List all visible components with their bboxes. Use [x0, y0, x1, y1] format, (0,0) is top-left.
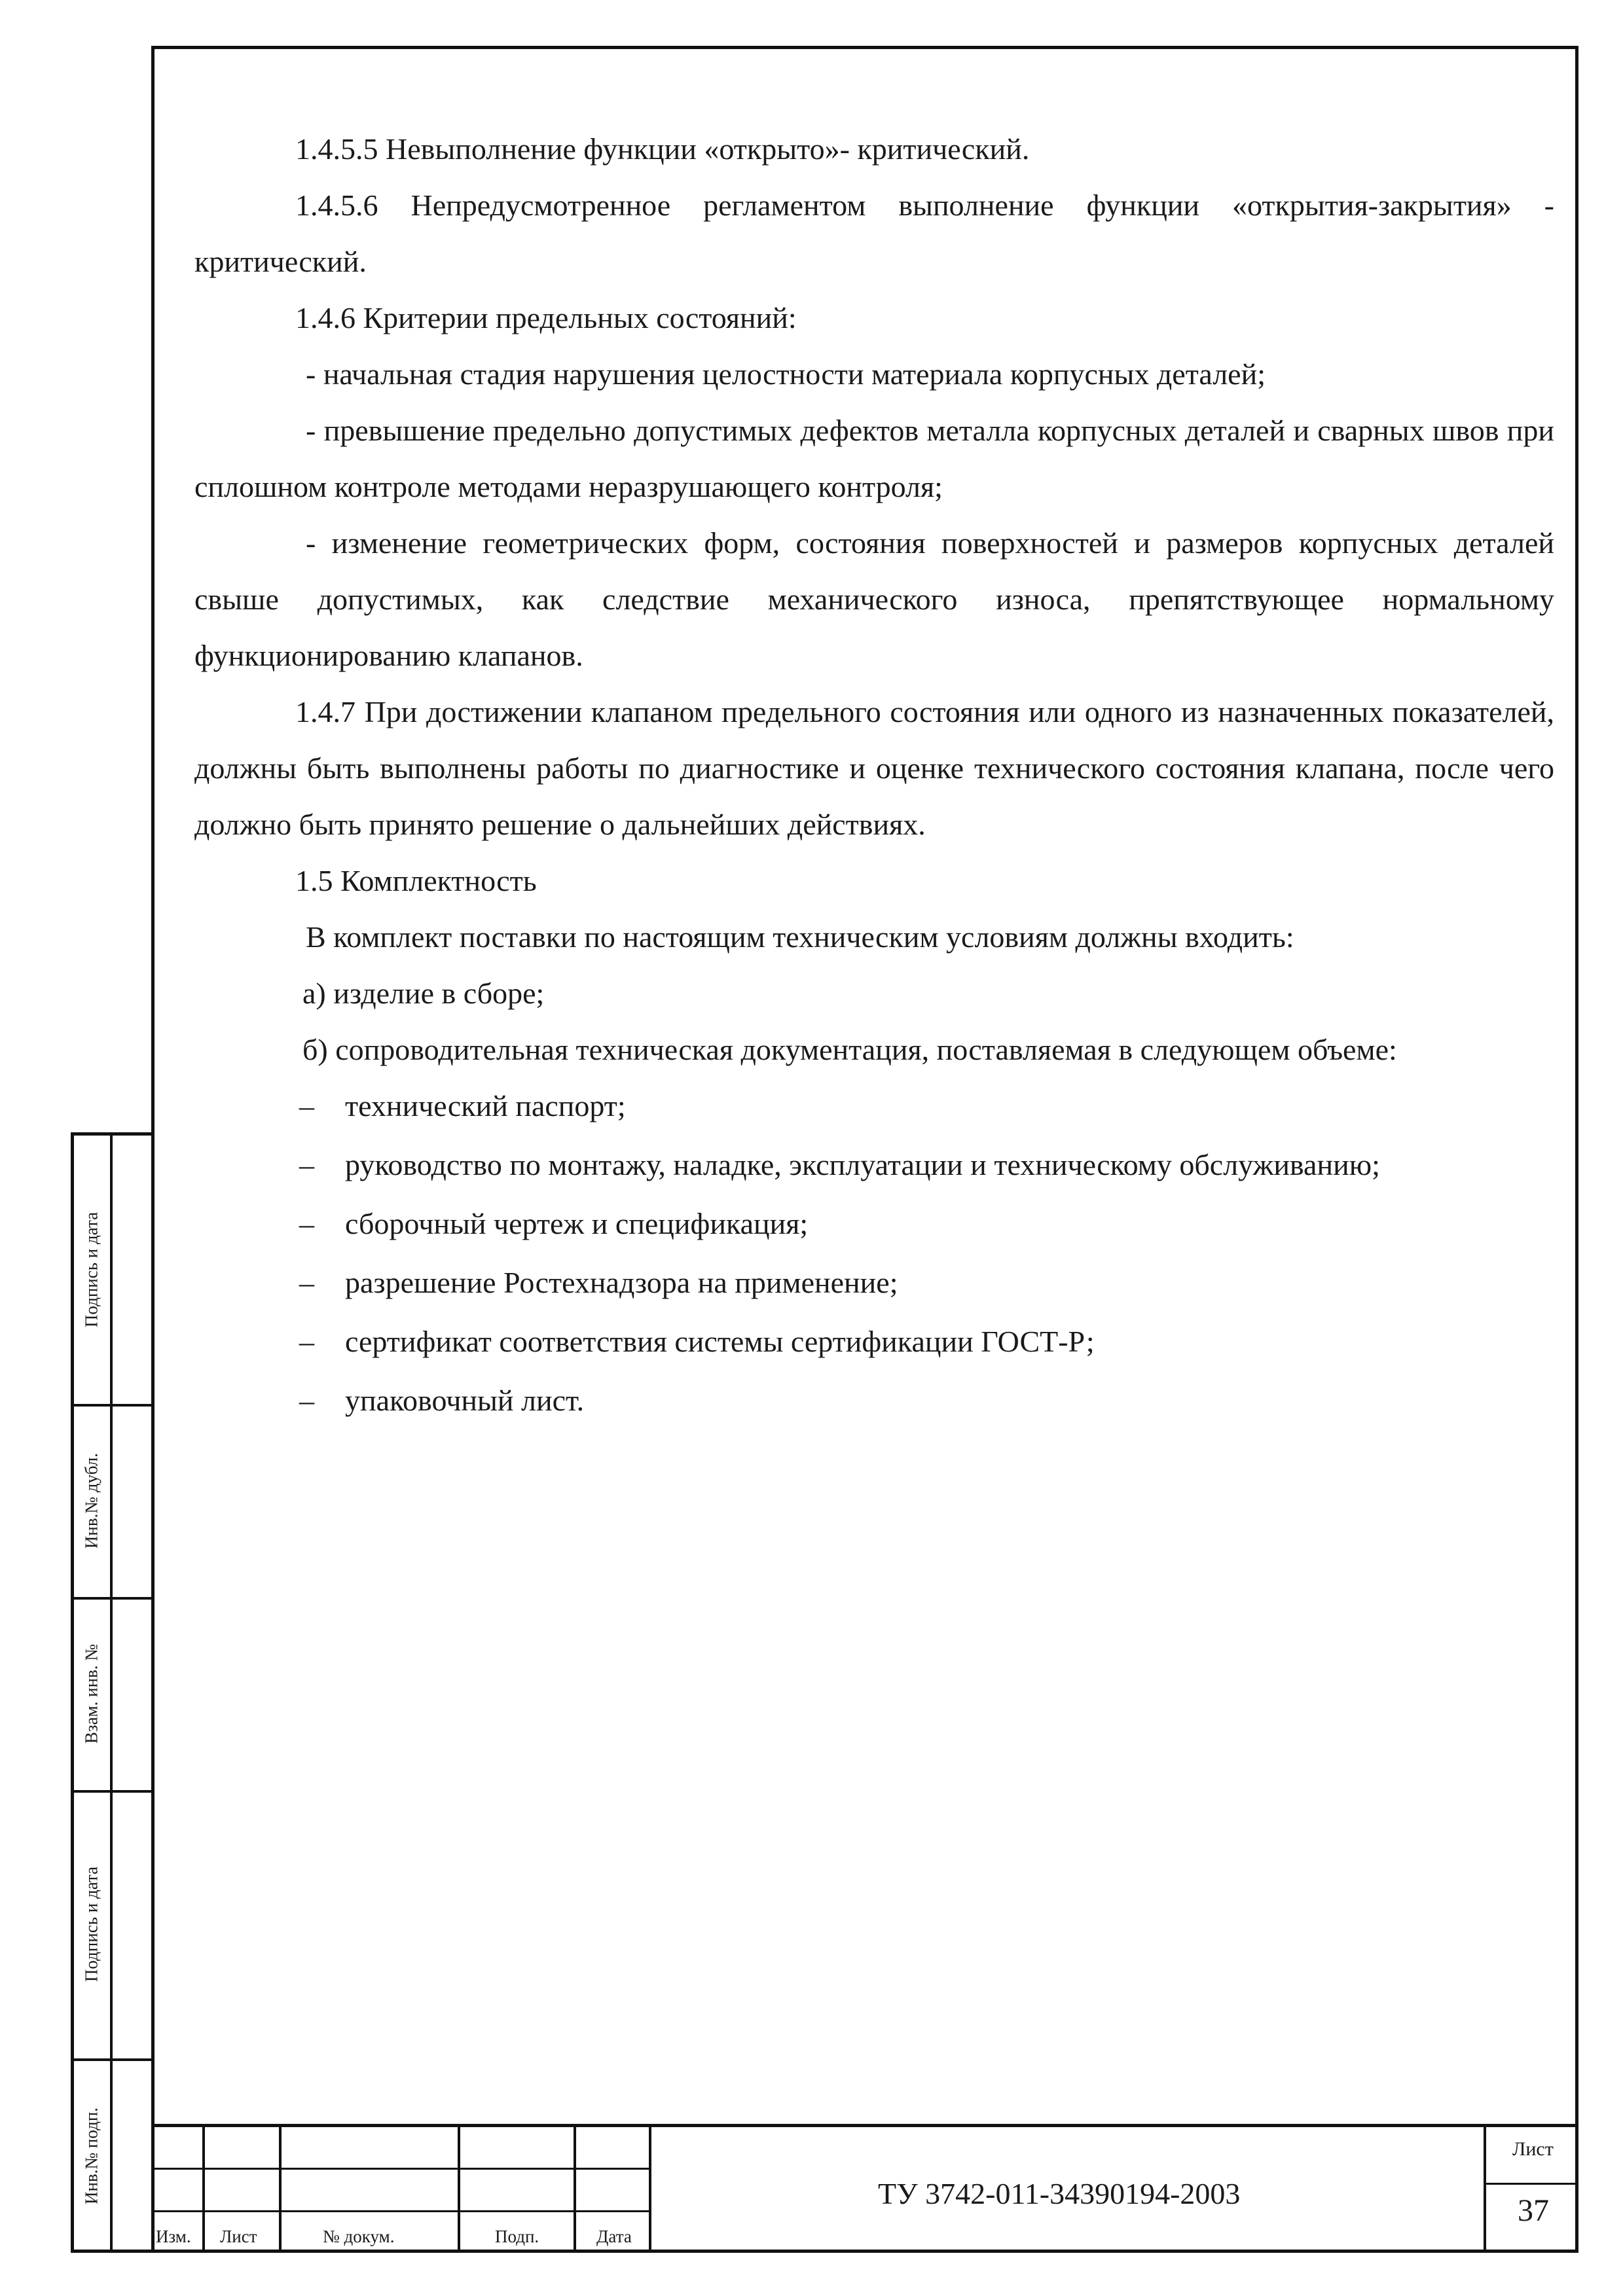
- strip-label: Инв.№ подп.: [81, 2107, 101, 2204]
- strip-label: Инв.№ дубл.: [81, 1452, 101, 1549]
- dash-bullet: –: [299, 1384, 314, 1417]
- tb-col-list: Лист: [220, 2227, 257, 2246]
- dash-bullet: –: [299, 1148, 314, 1181]
- title-block: [151, 2124, 1578, 2253]
- paragraph-1-4-5-6: 1.4.5.6 Непредусмотренное регламентом выполнение функции «открытия-закрытия» - критический.: [194, 188, 1554, 278]
- strip-column-divider: [110, 1136, 113, 2250]
- tb-divider: [202, 2127, 205, 2253]
- doc-list-item-6: – упаковочный лист.: [194, 1372, 1554, 1429]
- tb-divider: [458, 2127, 460, 2253]
- delivery-item-a: а) изделие в сборе;: [302, 977, 545, 1010]
- document-code: ТУ 3742-011-34390194-2003: [878, 2177, 1241, 2210]
- doc-list-item-3: – сборочный чертеж и спецификация;: [194, 1196, 1554, 1252]
- tb-divider: [1484, 2127, 1486, 2253]
- sheet-label: Лист: [1512, 2138, 1554, 2160]
- tb-row-line: [151, 2168, 650, 2170]
- doc-list-item-4: – разрешение Ростехнадзора на применение;: [194, 1255, 1554, 1311]
- delivery-intro: В комплект поставки по настоящим техническим условиям должны входить:: [306, 920, 1294, 954]
- tb-row-line: [1485, 2183, 1578, 2185]
- tb-divider: [279, 2127, 282, 2253]
- section-heading-1-5: 1.5 Комплектность: [295, 864, 537, 897]
- doc-list-item-1: – технический паспорт;: [194, 1078, 1554, 1134]
- strip-cell-duplicate-inv: [74, 1404, 110, 1597]
- strip-label: Подпись и дата: [81, 1211, 101, 1328]
- dash-bullet: –: [299, 1207, 314, 1240]
- strip-label: Взам. инв. №: [81, 1643, 101, 1744]
- delivery-item-b: б) сопроводительная техническая документация, поставляемая в следующем объеме:: [302, 1033, 1397, 1066]
- strip-cell-original-inv: [74, 2058, 110, 2253]
- dash-bullet: –: [299, 1325, 314, 1358]
- tb-divider: [574, 2127, 576, 2253]
- paragraph-1-4-7: 1.4.7 При достижении клапаном предельного состояния или одного из назначенных показателей, должны быть выполнены работы по диагностике и оценке технического состояния клапана, после чего должно быть принято решение о дальнейших действиях.: [194, 695, 1554, 841]
- dash-bullet: –: [299, 1266, 314, 1299]
- criterion-item-2: - превышение предельно допустимых дефектов металла корпусных деталей и сварных швов при сплошном контроле методами неразрушающего контроля;: [194, 414, 1554, 503]
- sheet-number: 37: [1518, 2193, 1549, 2228]
- paragraph-1-4-6: 1.4.6 Критерии предельных состояний:: [295, 301, 797, 334]
- strip-cell-signature-date-1: [74, 1136, 110, 1404]
- binding-strip: [71, 1132, 151, 2253]
- doc-list-item-2: – руководство по монтажу, наладке, эксплуатации и техническому обслуживанию;: [194, 1137, 1554, 1193]
- strip-cell-signature-date-2: [74, 1790, 110, 2058]
- paragraph-1-4-5-5: 1.4.5.5 Невыполнение функции «открыто»- критический.: [295, 132, 1030, 166]
- document-body: [194, 121, 1554, 1429]
- tb-col-date: Дата: [596, 2227, 632, 2246]
- tb-col-sign: Подп.: [495, 2227, 539, 2246]
- criterion-item-1: - начальная стадия нарушения целостности материала корпусных деталей;: [306, 357, 1266, 391]
- tb-divider: [649, 2127, 651, 2253]
- doc-list-item-5: – сертификат соответствия системы сертификации ГОСТ-Р;: [194, 1314, 1554, 1370]
- tb-col-izm: Изм.: [156, 2227, 191, 2246]
- tb-col-doc: № докум.: [323, 2227, 395, 2246]
- strip-label: Подпись и дата: [81, 1866, 101, 1982]
- tb-row-line: [151, 2210, 650, 2212]
- dash-bullet: –: [299, 1089, 314, 1122]
- criterion-item-3: - изменение геометрических форм, состояния поверхностей и размеров корпусных деталей свыше допустимых, как следствие механического износа, препятствующее нормальному функционированию клапанов.: [194, 526, 1554, 672]
- strip-cell-replacement-inv: [74, 1597, 110, 1790]
